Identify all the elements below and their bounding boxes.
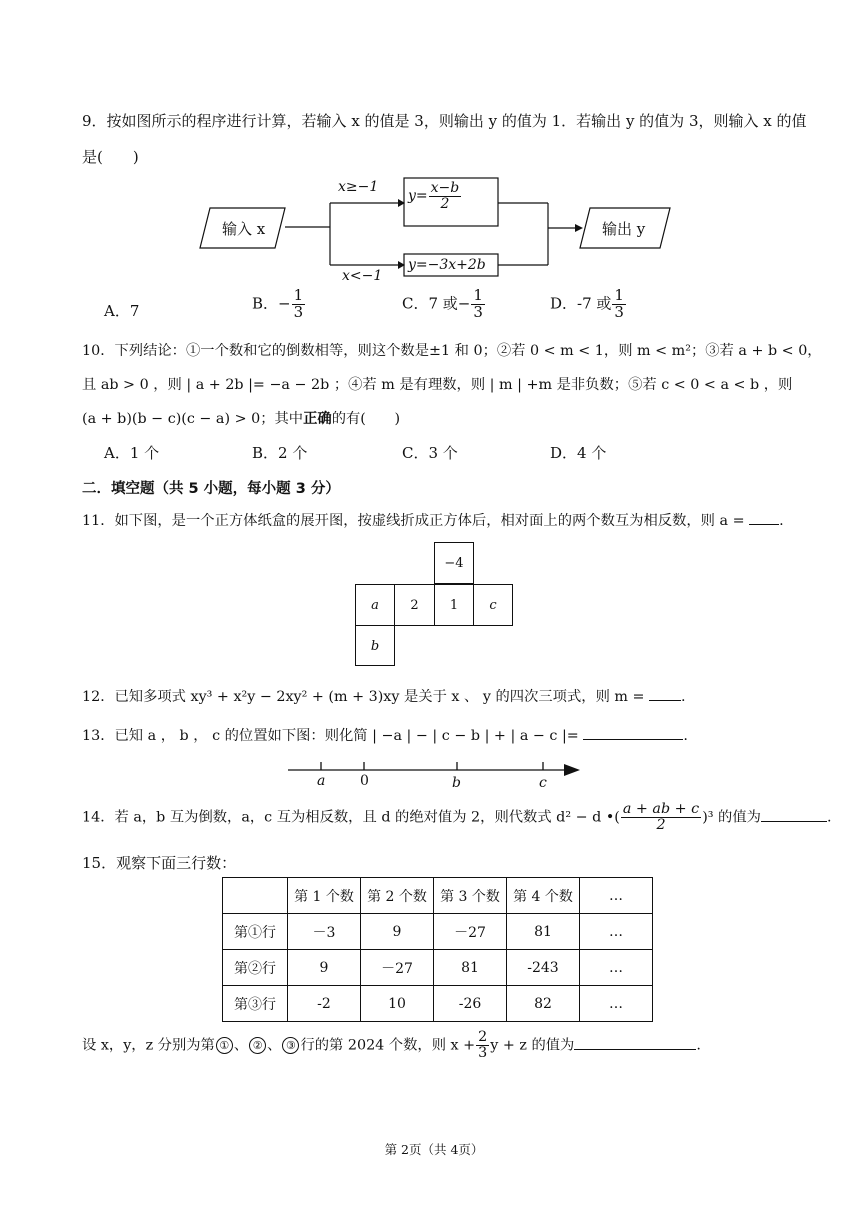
table-header-cell: 第 1 个数 (288, 878, 361, 914)
table-row (223, 914, 653, 950)
table-cell: -2 (288, 986, 361, 1022)
table-cell: 第③行 (223, 986, 288, 1022)
table-row (223, 986, 653, 1022)
q9-option-c: C．7 或− $\frac{1}{3}$ (402, 286, 483, 321)
number-line-label-c: c (539, 775, 547, 791)
flow-cond-bottom: x<−1 (342, 268, 383, 284)
net-cell-1: 1 (434, 584, 474, 626)
q10-option-d: D．4 个 (550, 444, 607, 462)
circled-3: ③ (282, 1037, 299, 1054)
q9-option-b: B．− $\frac{1}{3}$ (252, 286, 304, 321)
q12-text: 12．已知多项式 xy³ + x²y − 2xy² + (m + 3)xy 是关于 x 、 y 的四次三项式，则 m = . (82, 686, 686, 706)
flow-arrowhead-output (575, 224, 583, 232)
q10-option-b: B．2 个 (252, 444, 308, 462)
circled-1: ① (216, 1037, 233, 1054)
table-header-cell: 第 3 个数 (434, 878, 507, 914)
table-cell: … (580, 986, 653, 1022)
q9-line1: 9．按如图所示的程序进行计算，若输入 x 的值是 3，则输出 y 的值为 1．若输出 y 的值为 3，则输入 x 的值 (82, 112, 807, 130)
q14-answer-blank[interactable] (761, 807, 827, 822)
number-line-label-zero: 0 (360, 773, 369, 789)
flow-output-label: 输出 y (602, 220, 646, 238)
table-cell: －27 (434, 914, 507, 950)
flow-formula-bottom: y=−3x+2b (408, 257, 486, 273)
net-cell-top: −4 (434, 542, 474, 584)
table-header-cell: 第 4 个数 (507, 878, 580, 914)
table-row (223, 878, 653, 914)
q10-line2: 且 ab > 0 ，则 | a + 2b |= −a − 2b ；④若 m 是有理数，则 | m | +m 是非负数；⑤若 c < 0 < a < b ，则 (82, 377, 793, 393)
number-line-arrow (564, 764, 580, 776)
q15-question: 设 x，y，z 分别为第 ① 、 ② 、 ③ 行的第 2024 个数，则 x + $\frac{2}{3}$ y + z 的值为 . (82, 1029, 701, 1061)
q15-answer-blank[interactable] (574, 1035, 696, 1050)
table-cell: －3 (288, 914, 361, 950)
number-line-label-b: b (452, 775, 461, 791)
table-cell: -243 (507, 950, 580, 986)
q9-option-d: D．-7 或 $\frac{1}{3}$ (550, 286, 624, 321)
q9-line2: 是( ) (82, 148, 139, 166)
net-cell-c: c (473, 584, 513, 626)
table-cell: 9 (361, 914, 434, 950)
flow-cond-top: x≥−1 (338, 179, 379, 195)
q9-option-a: A．7 (104, 302, 140, 320)
q10-line3: (a + b)(b − c)(c − a) > 0；其中正确的有( ) (82, 411, 401, 427)
flow-input-label: 输入 x (222, 220, 266, 238)
q13-answer-blank[interactable] (583, 725, 683, 740)
table-cell: 10 (361, 986, 434, 1022)
section-2-heading: 二．填空题（共 5 小题，每小题 3 分） (82, 481, 340, 497)
net-cell-a: a (355, 584, 395, 626)
table-row (223, 950, 653, 986)
table-cell: 82 (507, 986, 580, 1022)
table-cell: －27 (361, 950, 434, 986)
table-cell: 81 (507, 914, 580, 950)
table-cell: 第①行 (223, 914, 288, 950)
table-header-cell: … (580, 878, 653, 914)
q10-option-c: C．3 个 (402, 444, 458, 462)
table-cell: 第②行 (223, 950, 288, 986)
table-header-cell (223, 878, 288, 914)
q10-option-a: A．1 个 (104, 444, 160, 462)
page-footer: 第 2页（共 4页） (384, 1142, 484, 1157)
q13-text: 13．已知 a ， b ， c 的位置如下图：则化简 | −a | − | c − b | + | a − c |= . (82, 725, 688, 745)
q11-text: 11．如下图，是一个正方体纸盒的展开图，按虚线折成正方体后，相对面上的两个数互为相反数，则 a = . (82, 510, 784, 530)
q15-intro: 15．观察下面三行数： (82, 854, 237, 872)
q12-answer-blank[interactable] (649, 686, 681, 701)
q11-answer-blank[interactable] (749, 510, 779, 525)
q10-line1: 10．下列结论：①一个数和它的倒数相等，则这个数是±1 和 0；②若 0 < m < 1，则 m < m²；③若 a + b < 0， (82, 343, 822, 359)
number-line-label-a: a (317, 773, 326, 789)
q14-text: 14．若 a，b 互为倒数，a，c 互为相反数，且 d 的绝对值为 2，则代数式 d² − d •( $\frac{a + ab + c}{2}$ )³ 的值为 . (82, 801, 832, 833)
table-cell: … (580, 914, 653, 950)
net-cell-2: 2 (394, 584, 435, 626)
circled-2: ② (249, 1037, 266, 1054)
net-cell-b: b (355, 625, 395, 666)
table-cell: 81 (434, 950, 507, 986)
table-header-cell: 第 2 个数 (361, 878, 434, 914)
flow-formula-top: y= $\frac{x-b}{2}$ (408, 180, 460, 212)
q15-table (222, 877, 653, 1022)
table-cell: -26 (434, 986, 507, 1022)
table-cell: … (580, 950, 653, 986)
table-cell: 9 (288, 950, 361, 986)
